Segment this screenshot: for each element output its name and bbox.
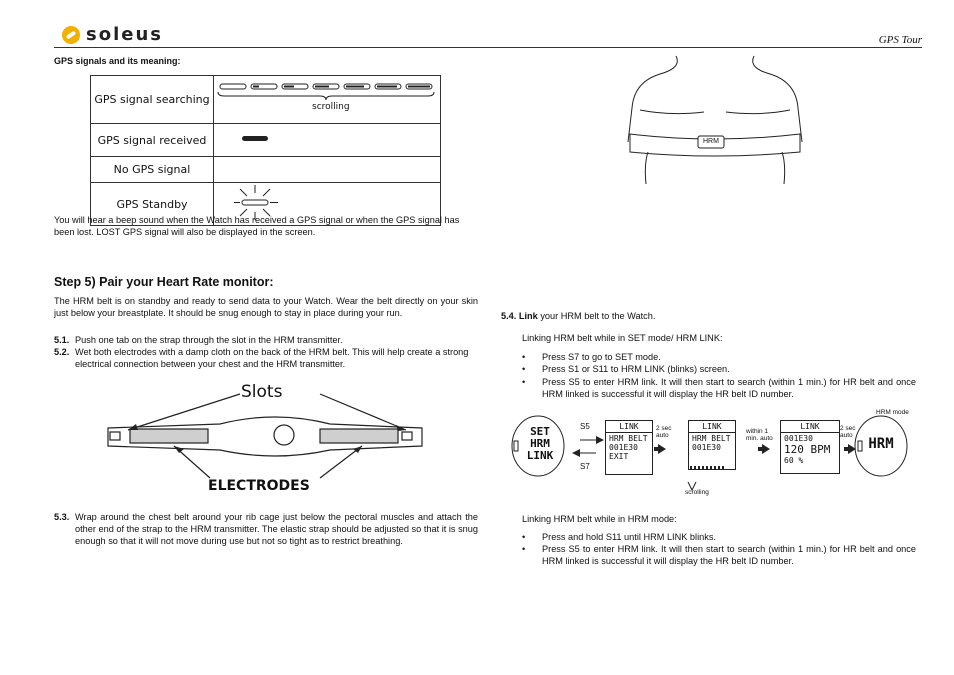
s5-button-label: S5 xyxy=(580,422,590,431)
hrm-link-flow-diagram xyxy=(510,408,920,500)
step-5-2-text: Wet both electrodes with a damp cloth on the back of the HRM belt. This will help create a strong electrical connection between your chest and the HRM transmitter. xyxy=(75,347,469,369)
electrodes-label: ELECTRODES xyxy=(208,478,310,494)
slots-label: Slots xyxy=(241,382,283,402)
gps-indicator-received xyxy=(214,124,441,157)
lcd-link-bpm-screen: LINK 001E30 120 BPM 60 % xyxy=(780,420,840,474)
hrm-belt-diagram xyxy=(100,380,430,500)
set-mode-bullet-2: • Press S1 or S11 to HRM LINK (blinks) screen. xyxy=(522,364,730,374)
hrm-mode-label: HRM mode xyxy=(876,409,909,416)
set-mode-bullet-3: • Press S5 to enter HRM link. It will then start to search (within 1 min.) for HR belt and once HRM linked is successful it will display the HR belt ID number. xyxy=(522,377,916,399)
chest-hrm-diagram xyxy=(620,52,810,187)
step5-intro: The HRM belt is on standby and ready to send data to your Watch. Wear the belt directly on your skin just below your breastplate. It should be snug enough to stay in place during your run. xyxy=(54,296,478,318)
watch-set-screen: SET HRM LINK xyxy=(526,425,554,462)
brand-name: soleus xyxy=(86,24,163,45)
gps-beep-paragraph: You will hear a beep sound when the Watch has received a GPS signal or when the GPS signal has been lost. LOST GPS signal will also be displayed in the screen. xyxy=(54,215,460,237)
gps-section-title: GPS signals and its meaning: xyxy=(54,56,181,66)
gps-scrolling-note: scrolling xyxy=(312,102,350,112)
brand-logo xyxy=(62,24,163,45)
gps-label-received: GPS signal received xyxy=(91,124,214,157)
gps-signal-table xyxy=(90,75,441,226)
hrm-mode-bullet-2: • Press S5 to enter HRM link. It will then start to search (within 1 min.) for HR belt and once HRM linked is successful it will display the HR belt ID number. xyxy=(522,544,916,566)
lcd-link-exit-screen: LINK HRM BELT 001E30 EXIT xyxy=(605,420,653,475)
scrolling-label: scrolling xyxy=(685,489,709,496)
step-5-1-text: Push one tab on the strap through the slot in the HRM transmitter. xyxy=(75,335,343,345)
gps-indicator-none xyxy=(214,157,441,183)
hrm-mode-bullet-1: • Press and hold S11 until HRM LINK blinks. xyxy=(522,532,716,542)
scrolling-bars-icon xyxy=(214,76,440,120)
torso-illustration-icon xyxy=(620,52,810,187)
header-rule xyxy=(54,47,922,48)
delay-label-1: 2 sec auto xyxy=(656,425,672,439)
step-5-1-number: 5.1. xyxy=(54,335,70,345)
step-5-3-text: Wrap around the chest belt around your rib cage just below the pectoral muscles and attach the other end of the strap to the HRM transmitter. The elastic strap should be adjusted so that it is snug enough so that it will not move during use but not so tight as to restrict breathing. xyxy=(75,512,478,546)
set-mode-bullet-1: • Press S7 to go to SET mode. xyxy=(522,352,661,362)
gps-label-none: No GPS signal xyxy=(91,157,214,183)
gps-label-searching: GPS signal searching xyxy=(91,76,214,124)
watch-hrm-screen: HRM xyxy=(868,436,894,452)
hrm-mode-heading: Linking HRM belt while in HRM mode: xyxy=(522,514,677,524)
gps-row-none xyxy=(91,157,441,183)
product-name: GPS Tour xyxy=(878,34,922,46)
step-5-2-number: 5.2. xyxy=(54,347,70,357)
step-5-3-number: 5.3. xyxy=(54,512,70,522)
delay-label-2: 2 sec auto xyxy=(840,425,856,439)
gps-row-searching xyxy=(91,76,441,124)
gps-indicator-searching xyxy=(214,76,441,124)
step-5-4-line: 5.4. Link your HRM belt to the Watch. xyxy=(501,311,656,321)
step5-title: Step 5) Pair your Heart Rate monitor: xyxy=(54,275,274,289)
gps-label-standby: GPS Standby xyxy=(91,183,214,226)
soleus-logo-icon xyxy=(62,26,80,44)
gps-row-received xyxy=(91,124,441,157)
set-mode-heading: Linking HRM belt while in SET mode/ HRM LINK: xyxy=(522,333,723,343)
signal-full-icon xyxy=(214,124,440,153)
s7-button-label: S7 xyxy=(580,462,590,471)
within-label: within 1 min. auto xyxy=(746,428,773,442)
chest-hrm-tag: HRM xyxy=(703,138,719,145)
lcd-link-scrolling-screen: LINK HRM BELT 001E30 xyxy=(688,420,736,470)
